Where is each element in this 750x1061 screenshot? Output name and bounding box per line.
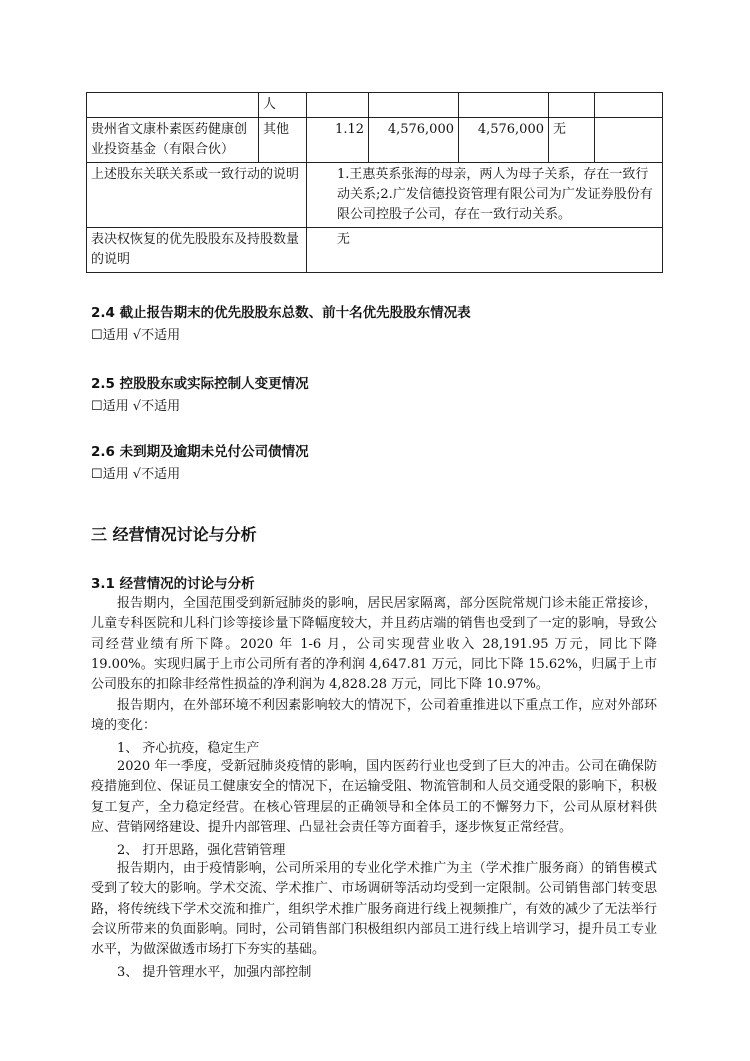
section-heading-3-1: 3.1 经营情况的讨论与分析 [91, 576, 255, 592]
body-paragraph: 2020 年一季度，受新冠肺炎疫情的影响，国内医药行业也受到了巨大的冲击。公司在确保防疫措施到位、保证员工健康安全的情况下，在运输受阻、物流管制和人员交通受限的影响下，积极复工复产，全力稳定经营。在核心管理层的正确领导和全体员工的不懈努力下，公司从原材料供应、营销网络建设、提升内部管理、凸显社会责任等方面着手，逐步恢复正常经营。 [91, 759, 657, 835]
chapter-heading: 三 经营情况讨论与分析 [91, 525, 257, 544]
body-paragraph: 报告期内，全国范围受到新冠肺炎的影响，居民居家隔离，部分医院常规门诊未能正常接诊，儿童专科医院和儿科门诊等接诊量下降幅度较大，并且药店端的销售也受到了一定的影响，导致公司经营业绩有所下降。2020 年 1-6 月，公司实现营业收入 28,191.95 万元，同比下降 19.00%。实现归属于上市公司所有者的净利润 4,647.81 万元，同比下降 15.62%，归属于上市公司股东的扣除非经常性损益的净利润为 4,828.28 万元，同比下降 10.97%。 [91, 596, 657, 693]
table-row [87, 228, 663, 273]
shareholder-name-cell: 贵州省文康朴素医药健康创业投资基金（有限合伙） [87, 118, 259, 163]
applicability-options: ☐适用 √不适用 [91, 399, 181, 414]
section-heading-2-5: 2.5 控股股东或实际控制人变更情况 [91, 376, 309, 392]
table-row [87, 118, 663, 163]
table-row [87, 93, 663, 118]
table-cell [87, 93, 259, 118]
table-cell [307, 93, 369, 118]
section-heading-2-6: 2.6 未到期及逾期未兑付公司债情况 [91, 444, 309, 460]
list-item-heading: 3、 提升管理水平，加强内部控制 [117, 965, 312, 980]
shareholder-table [86, 92, 663, 273]
voting-label-cell: 表决权恢复的优先股股东及持股数量的说明 [87, 228, 307, 273]
pledge-cell: 无 [549, 118, 595, 163]
applicability-options: ☐适用 √不适用 [91, 328, 181, 343]
list-item-heading: 2、 打开思路，强化营销管理 [117, 843, 286, 858]
list-item-heading: 1、 齐心抗疫，稳定生产 [117, 741, 260, 756]
section-heading-2-4: 2.4 截止报告期末的优先股股东总数、前十名优先股股东情况表 [91, 305, 471, 321]
voting-value-cell: 无 [307, 228, 663, 273]
restricted-count-cell: 4,576,000 [459, 118, 549, 163]
table-row [87, 163, 663, 228]
table-cell [369, 93, 459, 118]
table-cell: 人 [259, 93, 307, 118]
table-cell [595, 118, 663, 163]
body-paragraph: 报告期内，在外部环境不利因素影响较大的情况下，公司着重推进以下重点工作，应对外部环境的变化： [91, 698, 657, 734]
body-paragraph: 报告期内，由于疫情影响，公司所采用的专业化学术推广为主（学术推广服务商）的销售模式受到了较大的影响。学术交流、学术推广、市场调研等活动均受到一定限制。公司销售部门转变思路，将传统线下学术交流和推广，组织学术推广服务商进行线上视频推广，有效的减少了无法举行会议所带来的负面影响。同时，公司销售部门积极组织内部员工进行线上培训学习，提升员工专业水平，为做深做透市场打下夯实的基础。 [91, 861, 657, 958]
shareholder-type-cell: 其他 [259, 118, 307, 163]
table-cell [549, 93, 595, 118]
applicability-options: ☐适用 √不适用 [91, 467, 181, 482]
table-cell [595, 93, 663, 118]
relation-label-cell: 上述股东关联关系或一致行动的说明 [87, 163, 307, 228]
share-ratio-cell: 1.12 [307, 118, 369, 163]
share-count-cell: 4,576,000 [369, 118, 459, 163]
relation-value-cell: 1.王惠英系张海的母亲，两人为母子关系，存在一致行动关系;2.广发信德投资管理有限公司为广发证券股份有限公司控股子公司，存在一致行动关系。 [307, 163, 663, 228]
table-cell [459, 93, 549, 118]
